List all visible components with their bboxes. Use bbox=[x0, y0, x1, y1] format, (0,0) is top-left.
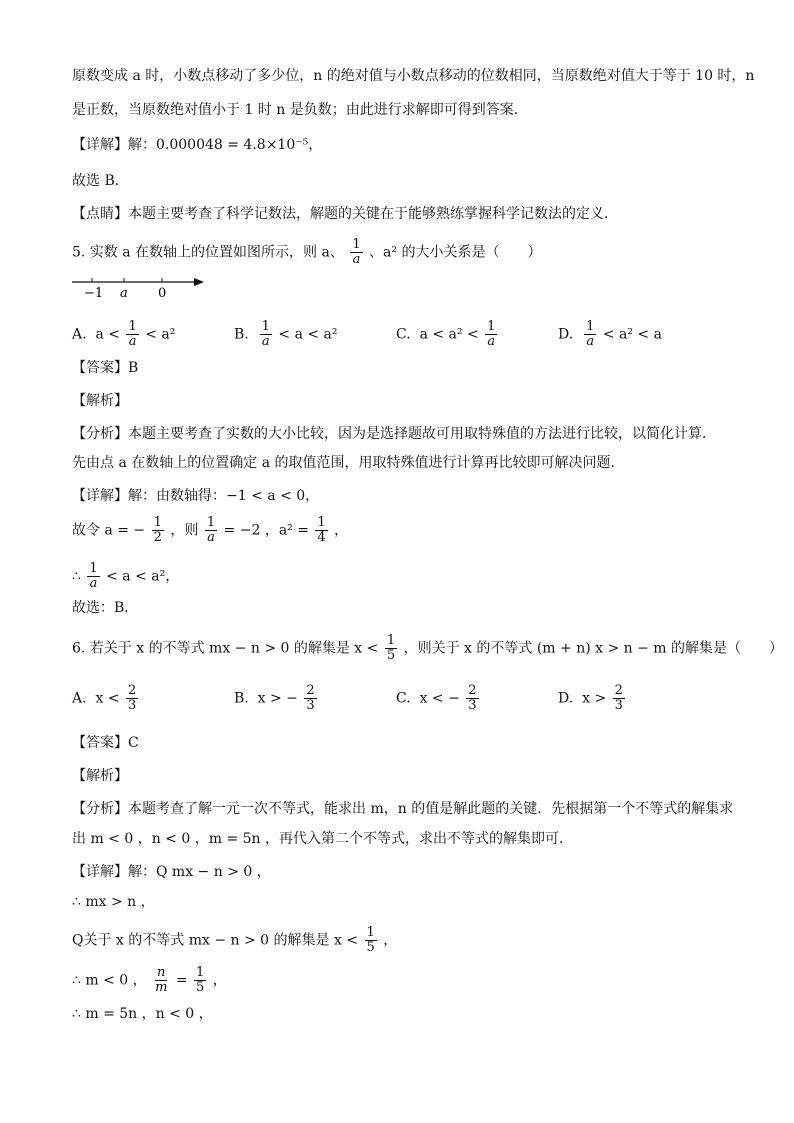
q5-text-b: 、a² 的大小关系是（ ） bbox=[369, 244, 542, 261]
choice-line: 故选 B． bbox=[72, 173, 129, 189]
q5-option-a: A. a < $\frac{1}{a}$ < a² bbox=[72, 319, 176, 349]
q6-analysis-1: 【分析】本题考查了解一元一次不等式，能求出 m，n 的值是解此题的关键．先根据第一个不等式的解集求 bbox=[72, 801, 734, 817]
q6-analysis-2: 出 m < 0 ，n < 0 ，m = 5n ，再代入第二个不等式，求出不等式的解集即可． bbox=[72, 831, 573, 847]
label-0: 0 bbox=[158, 286, 167, 301]
q6-detail-5: ∴ m = 5n ，n < 0 ， bbox=[72, 1006, 213, 1022]
q6-option-c: C. x < − $\frac{2}{3}$ bbox=[396, 683, 477, 713]
q5-option-c: C. a < a² < $\frac{1}{a}$ bbox=[396, 319, 496, 349]
text-line: 原数变成 a 时，小数点移动了多少位，n 的绝对值与小数点移动的位数相同，当原数绝对值大于等于 10 时，n bbox=[72, 68, 755, 84]
q5-detail-3: ∴ $\frac{1}{a}$ < a < a²， bbox=[72, 561, 180, 591]
arrow-head bbox=[194, 278, 204, 286]
q5-jiexi: 【解析】 bbox=[72, 393, 128, 409]
q6-option-b: B. x > − $\frac{2}{3}$ bbox=[234, 683, 315, 713]
q5-detail-2: 故令 a = − $\frac{1}{2}$ ，则 $\frac{1}{a}$ = −2 ，a² = $\frac{1}{4}$ ， bbox=[72, 515, 349, 545]
q6-option-a: A. x < $\frac{2}{3}$ bbox=[72, 683, 137, 713]
q6-jiexi: 【解析】 bbox=[72, 768, 128, 784]
q5-text-a: 5. 实数 a 在数轴上的位置如图所示，则 a、 bbox=[72, 244, 344, 261]
question-5 bbox=[72, 238, 754, 267]
number-line bbox=[70, 272, 210, 302]
q5-option-d: D. $\frac{1}{a}$ < a² < a bbox=[558, 319, 662, 349]
q5-analysis-2: 先由点 a 在数轴上的位置确定 a 的取值范围，用取特殊值进行计算再比较即可解决问题． bbox=[72, 455, 625, 471]
q6-detail-3: Q关于 x 的不等式 mx − n > 0 的解集是 x < $\frac{1}{5}$ ， bbox=[72, 925, 398, 955]
fraction: $\frac{1}{a}$ bbox=[352, 237, 361, 267]
q6-detail-1: 【详解】解：Q mx − n > 0 ， bbox=[72, 864, 271, 880]
q6-detail-4: ∴ m < 0 ， $\frac{n}{m}$ = $\frac{1}{5}$ ， bbox=[72, 965, 227, 995]
q5-answer: 【答案】B bbox=[72, 360, 139, 376]
detail-line: 【详解】解：0.000048 = 4.8×10⁻⁵， bbox=[72, 137, 323, 153]
q5-analysis-1: 【分析】本题主要考查了实数的大小比较，因为是选择题故可用取特殊值的方法进行比较，以简化计算． bbox=[72, 426, 716, 442]
label-a: a bbox=[120, 286, 128, 301]
q6-detail-2: ∴ mx > n ， bbox=[72, 894, 155, 910]
q5-option-b: B. $\frac{1}{a}$ < a < a² bbox=[234, 319, 338, 349]
question-6: 6. 若关于 x 的不等式 mx − n > 0 的解集是 x < $\frac{1}{5}$ ，则关于 x 的不等式 (m + n) x > n − m 的解集是（ ） bbox=[72, 633, 784, 663]
q5-detail-1: 【详解】解：由数轴得：−1 < a < 0， bbox=[72, 488, 320, 504]
q5-conclusion: 故选：B． bbox=[72, 600, 139, 616]
q6-answer: 【答案】C bbox=[72, 735, 139, 751]
label-minus1: −1 bbox=[84, 286, 104, 301]
q6-option-d: D. x > $\frac{2}{3}$ bbox=[558, 683, 623, 713]
comment-line: 【点睛】本题主要考查了科学记数法，解题的关键在于能够熟练掌握科学记数法的定义． bbox=[72, 206, 618, 222]
text-line: 是正数，当原数绝对值小于 1 时 n 是负数；由此进行求解即可得到答案． bbox=[72, 102, 528, 118]
